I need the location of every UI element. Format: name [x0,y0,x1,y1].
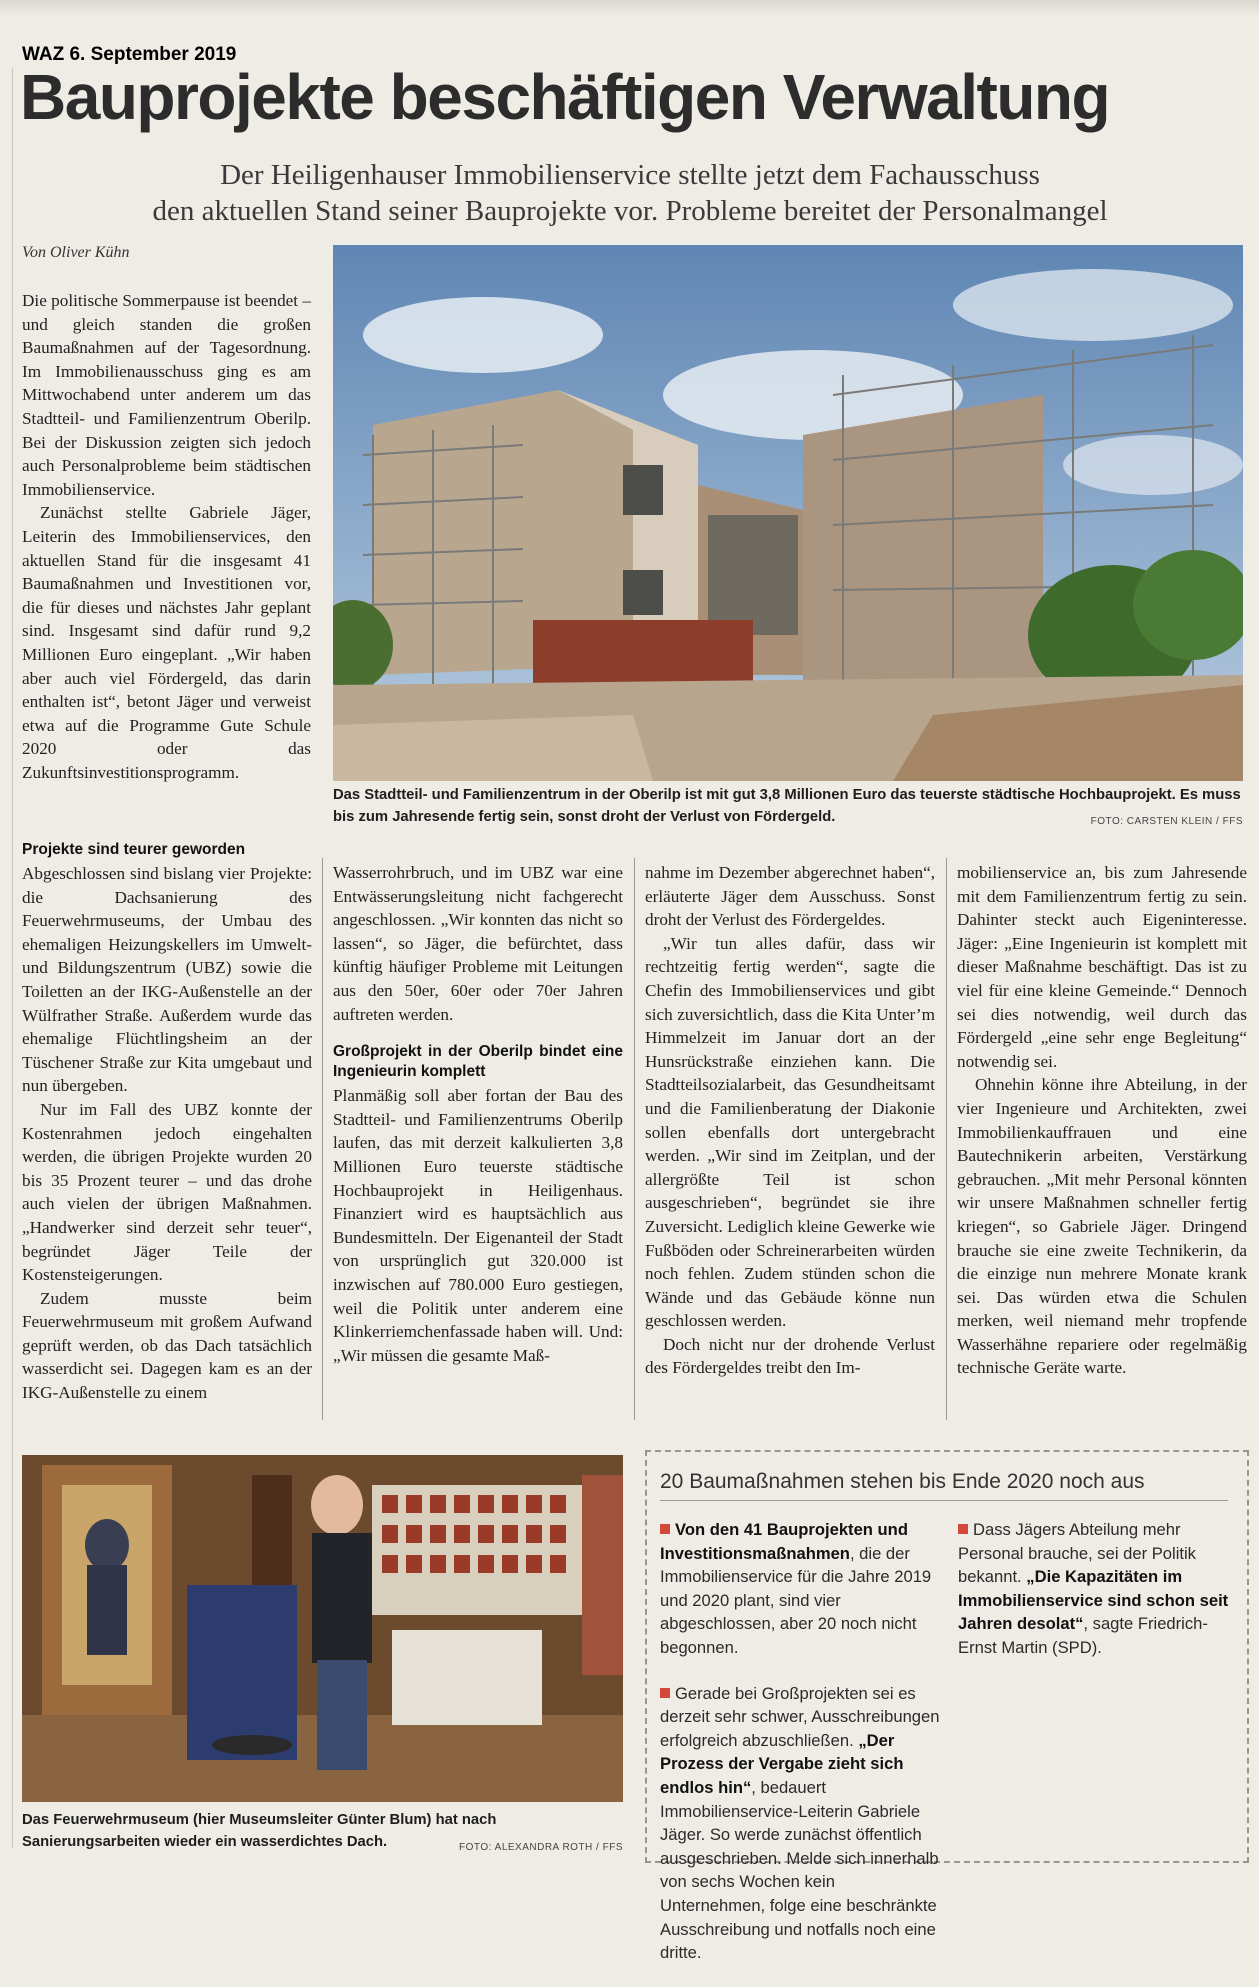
photo2-caption-text: Das Feuerwehrmuseum (hier Museumsleiter Günter Blum) hat nach Sanierungsarbeiten wieder ein wasserdichtes Dach. [22,1812,497,1850]
col4-paragraph-1: mobilienservice an, bis zum Jahresende mit dem Familienzentrum fertig zu sein. Dahinter steckt auch Eigeninteresse. Jäger: „Eine Ingenieurin ist komplett mit dieser Maßnahme beschäftigt. Das ist zu viel für eine kleine Gemeinde.“ Dennoch sei dies notwendig, weil durch das Fördergeld „eine sehr enge Begleitung“ notwendig sei. [957,863,1247,1071]
red-square-bullet-icon [660,1524,670,1534]
red-square-bullet-icon [958,1524,968,1534]
byline: Von Oliver Kühn [22,244,130,261]
construction-photo [333,245,1243,781]
col3-paragraph-1: nahme im Dezember abgerechnet haben“, erläuterte Jäger dem Ausschuss. Sonst droht der Verlust des Fördergeldes. [645,863,935,930]
intro-paragraph-2: Zunächst stellte Gabriele Jäger, Leiterin des Immobilienservices, den aktuellen Stand für die insgesamt 41 Baumaßnahmen und Investitionen vor, die für dieses und nächstes Jahr geplant sind. Insgesamt sind dafür rund 9,2 Millionen Euro eingeplant. „Wir haben aber auch viel Fördergeld, das darin enthalten ist“, betont Jäger und verweist etwa auf die Programme Gute Schule 2020 oder das Zukunftsinvestitionsprogramm. [22,503,311,782]
headline: Bauprojekte beschäftigen Verwaltung [20,61,1110,133]
intro-paragraph-1: Die politische Sommerpause ist beendet – und gleich standen die großen Baumaßnahmen auf der Tagesordnung. Im Immobilienausschuss ging es am Mittwochabend unter anderem um das Stadtteil- und Familienzentrum Oberilp. Bei der Diskussion zeigten sich jedoch auch Personalprobleme beim städtischen Immobilienservice. [22,291,311,499]
col3-paragraph-3: Doch nicht nur der drohende Verlust des Fördergeldes treibt den Im- [645,1334,935,1378]
info-item-2-bold: „Der Prozess der Vergabe zieht sich endlos hin“ [660,1730,904,1797]
red-square-bullet-icon [660,1688,670,1698]
info-item-3-bold: „Die Kapazitäten im Immobilienservice sind schon seit Jahren desolat“ [958,1567,1229,1634]
subhead-line-2: den aktuellen Stand seiner Bauprojekte vor. Probleme bereitet der Personalmangel [152,195,1108,227]
article-column-3 [645,861,935,1380]
photo1-caption [333,784,1243,833]
subhead-line-1: Der Heiligenhauser Immobilienservice stellte jetzt dem Fachausschuss [220,159,1040,191]
photo1-credit: FOTO: CARSTEN KLEIN / FFS [1090,816,1243,827]
col3-paragraph-2: „Wir tun alles dafür, dass wir rechtzeitig fertig werden“, sagte die Chefin des Immobilienservices und gibt sich zuversichtlich, dass die Kita Unter’m Himmelzeit im Januar dort an der Hunsrückstraße einziehen kann. Die Stadtteilsozialarbeit, das Gesundheitsamt und die Familienberatung der Diakonie sollen ebenfalls dort untergebracht werden. „Wir sind im Zeitplan, und der allergrößte Teil ist schon ausgeschrieben“, begründet sie ihre Zuversicht. Lediglich kleine Gewerke wie Fußböden oder Schreinerarbeiten würden noch fehlen. Zudem stünden schon die Wände und das Gebäude könne nun geschlossen werden. [645,933,935,1331]
construction-photo-illustration [333,245,1243,781]
subheading-grossprojekt: Großprojekt in der Oberilp bindet eine Ingenieurin komplett [333,1043,623,1081]
col4-paragraph-2: Ohnehin könne ihre Abteilung, in der vier Ingenieure und Architekten, zwei Immobilienkauffrauen und eine Bautechnikerin arbeiten, Verstärkung gebrauchen. „Mit mehr Personal könnten wir unsere Maßnahmen schneller fertig kriegen“, so Gabriele Jäger. Dringend brauche sie eine zweite Technikerin, da die einzige nun mehrere Monate krank sei. Das würden etwa die Schulen merken, weil niemand mehr tropfende Wasserhähne repariere oder regelmäßig technische Geräte warte. [957,1075,1247,1378]
col1-paragraph-3: Zudem musste beim Feuerwehrmuseum mit großem Aufwand geprüft werden, ob das Dach tatsächlich wasserdicht sei. Dagegen kam es an der IKG-Außenstelle zu einem [22,1288,312,1403]
info-item-3-text-rest: , sagte Friedrich-Ernst Martin (SPD). [958,1614,1208,1657]
column-rule-3 [946,858,947,1420]
info-box-column-2 [958,1518,1233,1682]
intro-column [22,289,311,784]
article-column-1 [22,836,312,1405]
info-item-1 [660,1518,940,1660]
museum-photo-illustration [22,1455,623,1802]
info-box-title-rule [660,1500,1228,1501]
info-box-column-1 [660,1518,940,1987]
col1-paragraph-1: Abgeschlossen sind bislang vier Projekte: die Dachsanierung des Feuerwehrmuseums, der Umbau des ehemaligen Heizungskellers im Umwelt- und Bildungszentrum (UBZ) sowie die Toiletten an der IKG-Außenstelle an der Wülfrather Straße. Außerdem wurde das ehemalige Flüchtlingsheim an der Tüschener Straße zur Kita umgebaut und nun übergeben. [22,864,312,1096]
info-box-title: 20 Baumaßnahmen stehen bis Ende 2020 noch aus [660,1470,1145,1493]
subheading-teurer: Projekte sind teurer geworden [22,841,246,858]
column-rule-2 [634,858,635,1420]
photo1-caption-text: Das Stadtteil- und Familienzentrum in der Oberilp ist mit gut 3,8 Millionen Euro das teuerste städtische Hochbauprojekt. Es muss bis zum Jahresende fertig sein, sonst droht der Verlust von Fördergeld. [333,787,1241,825]
museum-photo [22,1455,623,1802]
col1-paragraph-2: Nur im Fall des UBZ konnte der Kostenrahmen jedoch eingehalten werden, die übrigen Projekte wurden 20 bis 35 Prozent teurer – und das drohe auch vielen der übrigen Maßnahmen. „Handwerker sind derzeit sehr teuer“, begründet Jäger Teile der Kostensteigerungen. [22,1099,312,1285]
subheadline [40,157,1220,229]
page-edge-rule [12,68,13,1848]
info-item-1-bold: Von den 41 Bauprojekten und Investitionsmaßnahmen [660,1520,908,1563]
info-item-2 [660,1682,940,1965]
info-item-2-text-start: Gerade bei Großprojekten sei es derzeit sehr schwer, Ausschreibungen erfolgreich abzuschließen. [660,1683,940,1750]
article-column-4 [957,861,1247,1380]
photo2-credit: FOTO: ALEXANDRA ROTH / FFS [459,1842,623,1853]
previous-page-strip [0,0,1259,16]
photo2-caption [22,1809,623,1859]
info-item-3 [958,1518,1233,1660]
info-item-3-text-start: Dass Jägers Abteilung mehr Personal brauche, sei der Politik bekannt. [958,1520,1196,1587]
article-column-2 [333,861,623,1367]
column-rule-1 [322,858,323,1420]
col2-paragraph-2: Planmäßig soll aber fortan der Bau des Stadtteil- und Familienzentrums Oberilp laufen, das mit derzeit kalkulierten 3,8 Millionen Euro teuerste städtische Hochbauprojekt in Heiligenhaus. Finanziert wird es hauptsächlich aus Bundesmitteln. Der Eigenanteil der Stadt von ursprünglich gut 320.000 ist inzwischen auf 780.000 Euro gestiegen, weil die Politik unter anderem eine Klinkerriemchenfassade haben will. Und: „Wir müssen die gesamte Maß- [333,1086,623,1365]
info-item-2-text-rest: , bedauert Immobilienservice-Leiterin Gabriele Jäger. So werde zunächst öffentlich ausgeschrieben. Melde sich innerhalb von sechs Wochen kein Unternehmen, folge eine beschränkte Ausschreibung und notfalls noch eine dritte. [660,1777,939,1963]
col2-paragraph-1: Wasserrohrbruch, und im UBZ war eine Entwässerungsleitung nicht fachgerecht angeschlossen. „Wir konnten das nicht so lassen“, so Jäger, die befürchtet, dass künftig häufiger Probleme mit Leitungen aus den 50er, 60er oder 70er Jahren auftreten werden. [333,863,623,1024]
info-item-1-text: , die der Immobilienservice für die Jahre 2019 und 2020 plant, sind vier abgeschlossen, aber 20 noch nicht begonnen. [660,1543,932,1657]
source-label: WAZ 6. September 2019 [22,44,237,65]
